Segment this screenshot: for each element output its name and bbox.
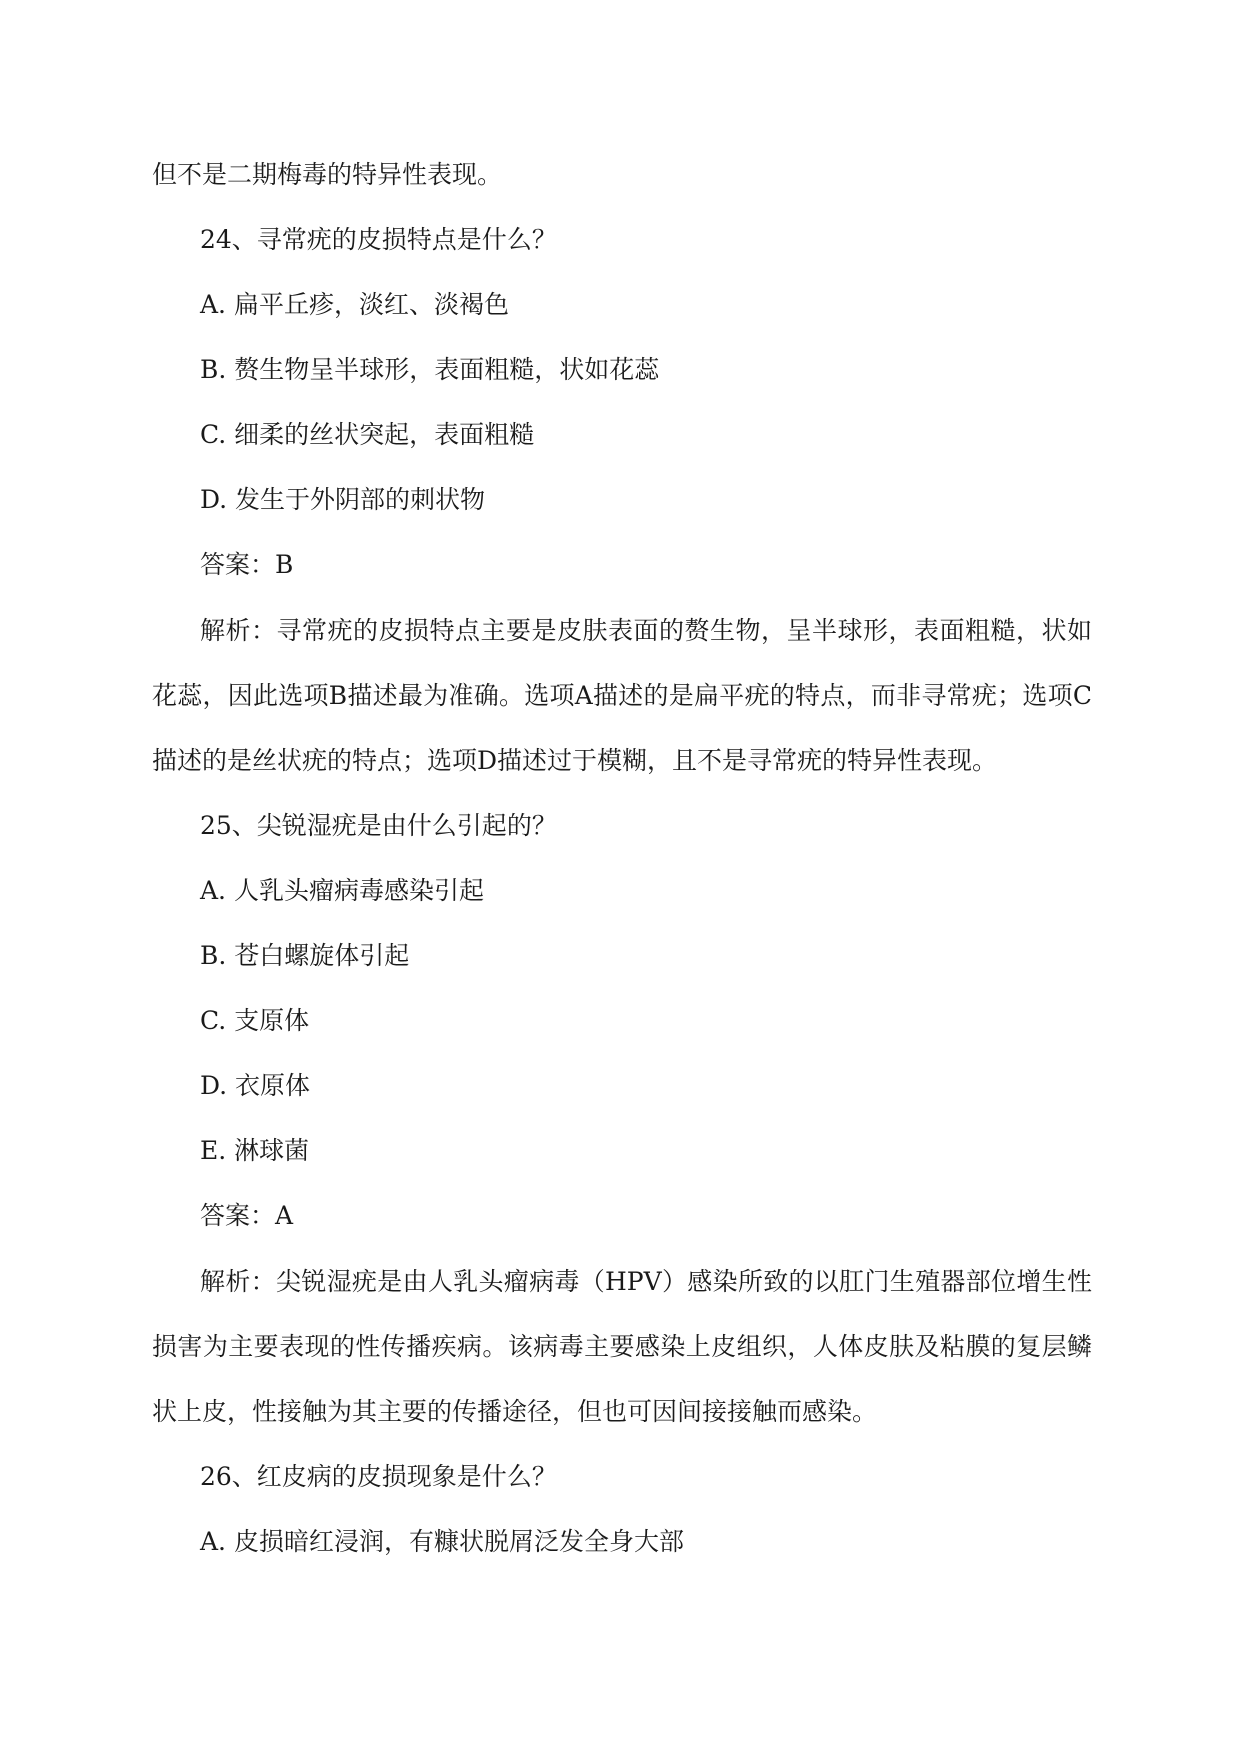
q24-option-c: C. 细柔的丝状突起，表面粗糙	[200, 420, 535, 449]
q25-answer: 答案：A	[200, 1201, 294, 1230]
q25-explanation: 解析：尖锐湿疣是由人乳头瘤病毒（HPV）感染所致的以肛门生殖器部位增生性损害为主要表现的性传播疾病。该病毒主要感染上皮组织，人体皮肤及粘膜的复层鳞状上皮，性接触为其主要的传播途径，但也可因间接接触而感染。	[152, 1267, 1092, 1426]
q25-option-a: A. 人乳头瘤病毒感染引起	[200, 876, 484, 905]
q24-explanation: 解析：寻常疣的皮损特点主要是皮肤表面的赘生物，呈半球形，表面粗糙，状如花蕊，因此选项B描述最为准确。选项A描述的是扁平疣的特点，而非寻常疣；选项C描述的是丝状疣的特点；选项D描述过于模糊，且不是寻常疣的特异性表现。	[152, 616, 1092, 775]
q25-option-b: B. 苍白螺旋体引起	[200, 941, 410, 970]
continuation-paragraph: 但不是二期梅毒的特异性表现。	[152, 160, 503, 189]
q24-option-b: B. 赘生物呈半球形，表面粗糙，状如花蕊	[200, 355, 660, 384]
q25-option-c: C. 支原体	[200, 1006, 310, 1035]
question-24: 24、寻常疣的皮损特点是什么？	[200, 225, 557, 254]
q25-option-d: D. 衣原体	[200, 1071, 311, 1100]
q24-answer: 答案：B	[200, 550, 294, 579]
q25-option-e: E. 淋球菌	[200, 1136, 310, 1165]
q24-option-d: D. 发生于外阴部的刺状物	[200, 485, 486, 514]
q24-option-a: A. 扁平丘疹，淡红、淡褐色	[200, 290, 509, 319]
q26-option-a: A. 皮损暗红浸润，有糠状脱屑泛发全身大部	[200, 1527, 684, 1556]
question-25: 25、尖锐湿疣是由什么引起的？	[200, 811, 557, 840]
question-26: 26、红皮病的皮损现象是什么？	[200, 1462, 557, 1491]
document-body	[152, 142, 1092, 1592]
